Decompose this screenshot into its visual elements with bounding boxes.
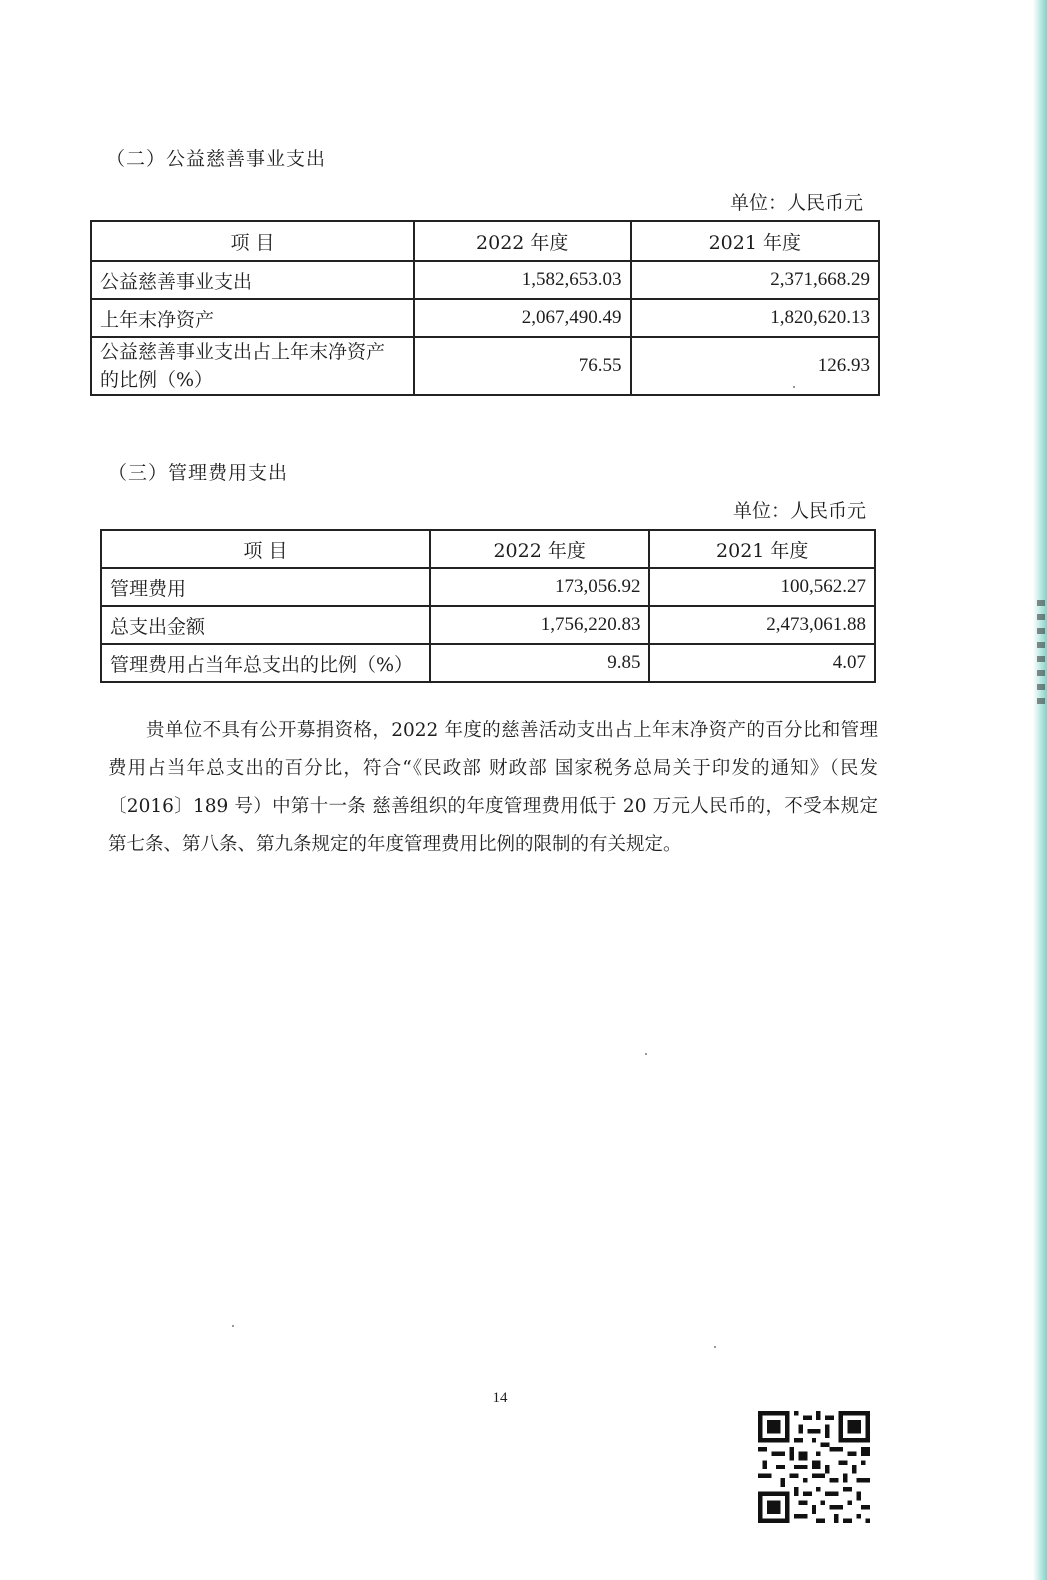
- table-row: [101, 606, 875, 644]
- table-charity-expenditure: [90, 220, 880, 396]
- table-row: [91, 337, 879, 395]
- row-value-2021: 126.93: [631, 337, 879, 395]
- table-row: [91, 261, 879, 299]
- section-title-3: （三）管理费用支出: [108, 462, 289, 484]
- row-item: 公益慈善事业支出: [91, 261, 414, 299]
- unit-label-3: 单位：人民币元: [733, 500, 867, 522]
- page-number: 14: [492, 1390, 508, 1406]
- header-item: 项 目: [91, 221, 414, 261]
- row-value-2022: 1,756,220.83: [430, 606, 650, 644]
- scan-speck: [645, 1053, 647, 1055]
- conclusion-paragraph: 贵单位不具有公开募捐资格，2022 年度的慈善活动支出占上年末净资产的百分比和管理费用占当年总支出的百分比，符合“《民政部 财政部 国家税务总局关于印发的通知》（民发〔2016〕189 号）中第十一条 慈善组织的年度管理费用低于 20 万元人民币的，不受本规定第七条、第八条、第九条规定的年度管理费用比例的限制的有关规定。: [108, 720, 878, 855]
- row-item: 总支出金额: [101, 606, 430, 644]
- row-value-2022: 1,582,653.03: [414, 261, 631, 299]
- row-value-2021: 4.07: [649, 644, 875, 682]
- row-value-2021: 100,562.27: [649, 568, 875, 606]
- header-2022: 2022 年度: [414, 221, 631, 261]
- scan-speck: [714, 1346, 716, 1348]
- table-row: [101, 568, 875, 606]
- table-management-expense: [100, 529, 876, 683]
- table-header-row: [101, 530, 875, 568]
- row-item: [91, 337, 414, 395]
- row-value-2022: 173,056.92: [430, 568, 650, 606]
- unit-label-2: 单位：人民币元: [730, 192, 864, 214]
- scan-speck: [232, 1325, 234, 1327]
- row-item: 管理费用占当年总支出的比例（%）: [101, 644, 430, 682]
- qr-code-icon: [758, 1411, 870, 1523]
- row-value-2021: 2,473,061.88: [649, 606, 875, 644]
- table-header-row: [91, 221, 879, 261]
- row-value-2022: 2,067,490.49: [414, 299, 631, 337]
- table-row: [101, 644, 875, 682]
- row-value-2021: 1,820,620.13: [631, 299, 879, 337]
- table-row: [91, 299, 879, 337]
- row-item: 管理费用: [101, 568, 430, 606]
- row-value-2021: 2,371,668.29: [631, 261, 879, 299]
- edge-marks: [1037, 600, 1045, 710]
- header-2021: 2021 年度: [631, 221, 879, 261]
- row-item-line1: 公益慈善事业支出占上年末净资产: [100, 341, 386, 363]
- header-item: 项 目: [101, 530, 430, 568]
- page-edge-decoration: [1033, 0, 1047, 1580]
- row-item: 上年末净资产: [91, 299, 414, 337]
- header-2022: 2022 年度: [430, 530, 650, 568]
- section-title-2: （二）公益慈善事业支出: [106, 148, 327, 170]
- header-2021: 2021 年度: [649, 530, 875, 568]
- row-value-2022: 9.85: [430, 644, 650, 682]
- scan-speck: [793, 386, 795, 388]
- row-item-line2: 的比例（%）: [100, 369, 214, 391]
- row-value-2022: 76.55: [414, 337, 631, 395]
